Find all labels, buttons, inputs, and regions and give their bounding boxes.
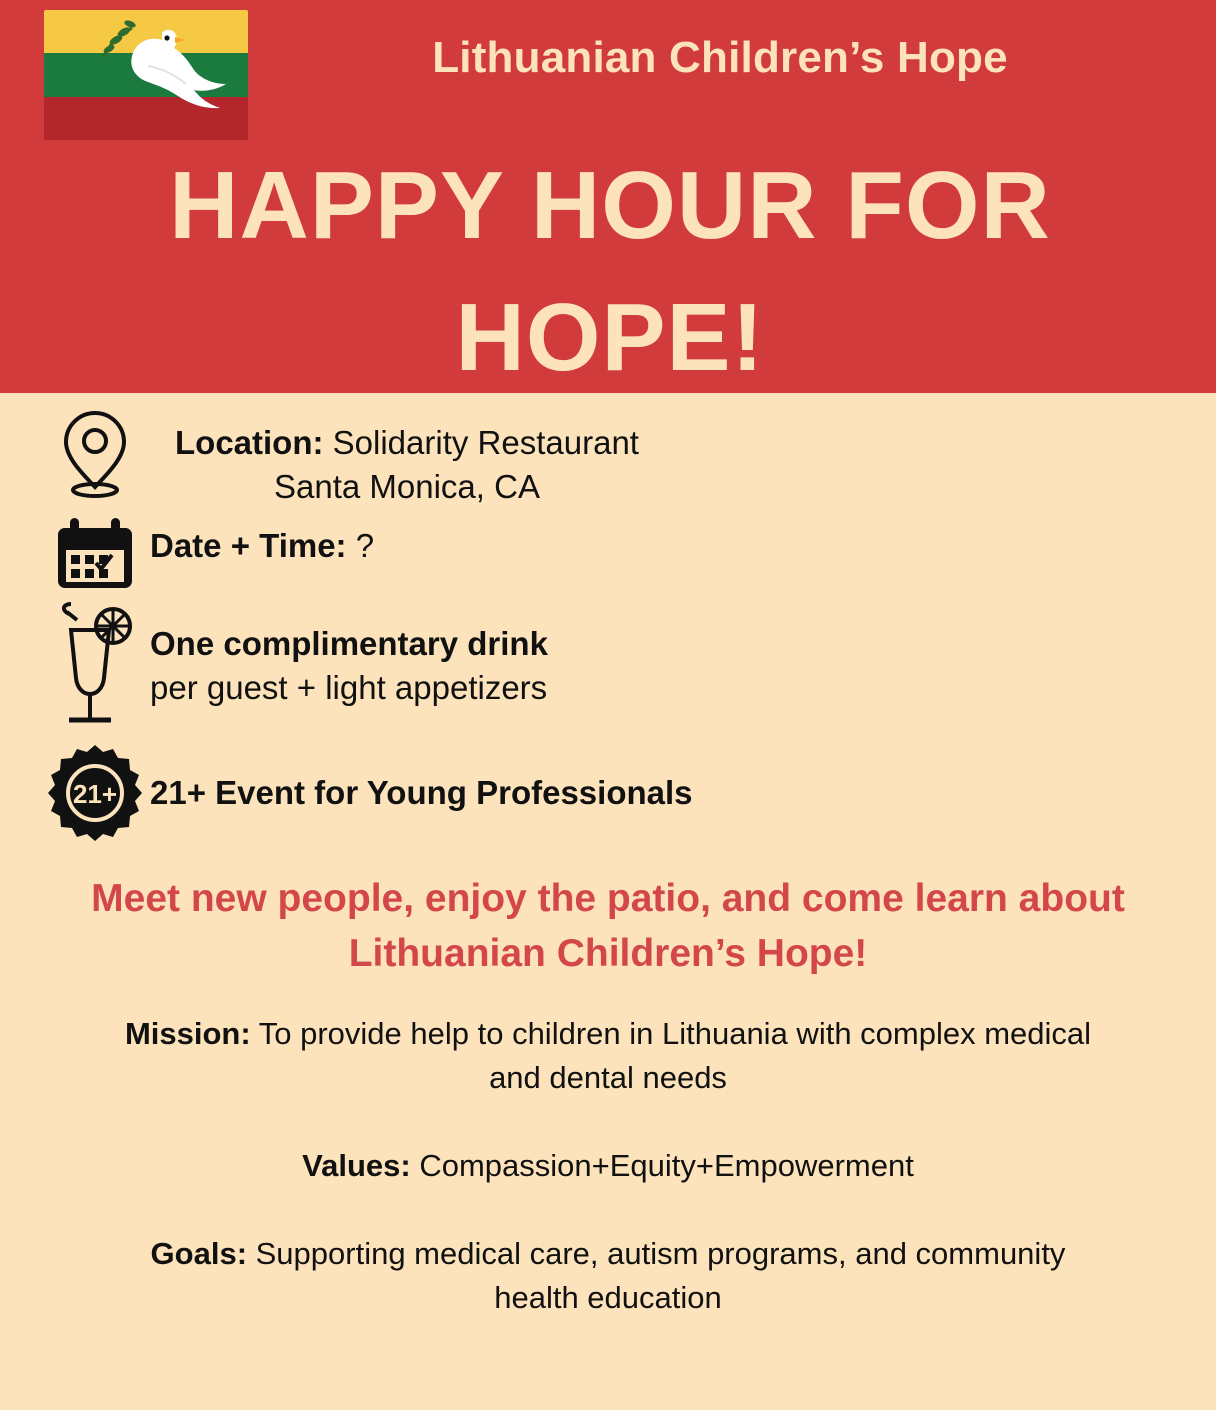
- location-text: [150, 407, 639, 508]
- date-value: ?: [346, 527, 375, 565]
- age-label: 21+ Event for Young Professionals: [150, 774, 693, 812]
- org-title: Lithuanian Children’s Hope: [432, 33, 1008, 82]
- calendar-icon: [0, 514, 150, 594]
- poster-header: [0, 0, 1216, 393]
- lithuania-flag-dove-logo: [44, 10, 248, 140]
- age-text: [150, 741, 693, 815]
- mission-text: To provide help to children in Lithuania with complex medical and dental needs: [250, 1015, 1092, 1095]
- mission-paragraph: [110, 1012, 1106, 1100]
- 21-plus-badge-icon: [0, 741, 150, 845]
- date-text: [150, 514, 374, 568]
- values-paragraph: [110, 1144, 1106, 1188]
- drink-label: One complimentary drink: [150, 625, 548, 663]
- event-details-list: [0, 393, 1216, 845]
- svg-text:21+: 21+: [72, 779, 118, 810]
- location-value-line2: Santa Monica, CA: [274, 467, 540, 505]
- page-title: HAPPY HOUR FOR HOPE!: [169, 152, 1051, 392]
- about-section: [0, 1012, 1216, 1320]
- values-text: Compassion+Equity+Empowerment: [410, 1147, 914, 1183]
- dove-icon: [44, 10, 248, 140]
- map-pin-icon: [0, 407, 150, 499]
- values-label: Values:: [302, 1147, 411, 1183]
- location-label: Location:: [175, 424, 324, 461]
- drink-text: [150, 600, 548, 709]
- tagline: Meet new people, enjoy the patio, and come learn about Lithuanian Children’s Hope!: [91, 877, 1125, 976]
- mission-label: Mission:: [124, 1015, 251, 1051]
- detail-row-date: [0, 514, 1216, 594]
- location-value-line1: Solidarity Restaurant: [323, 424, 639, 461]
- goals-text: Supporting medical care, autism programs, and community health education: [247, 1235, 1066, 1315]
- cocktail-glass-icon: [0, 600, 150, 735]
- goals-label: Goals:: [150, 1235, 248, 1271]
- goals-paragraph: [110, 1232, 1106, 1320]
- date-label: Date + Time:: [150, 527, 347, 565]
- drink-value: per guest + light appetizers: [150, 668, 548, 706]
- detail-row-drink: [0, 600, 1216, 735]
- detail-row-location: [0, 407, 1216, 508]
- detail-row-age: [0, 741, 1216, 845]
